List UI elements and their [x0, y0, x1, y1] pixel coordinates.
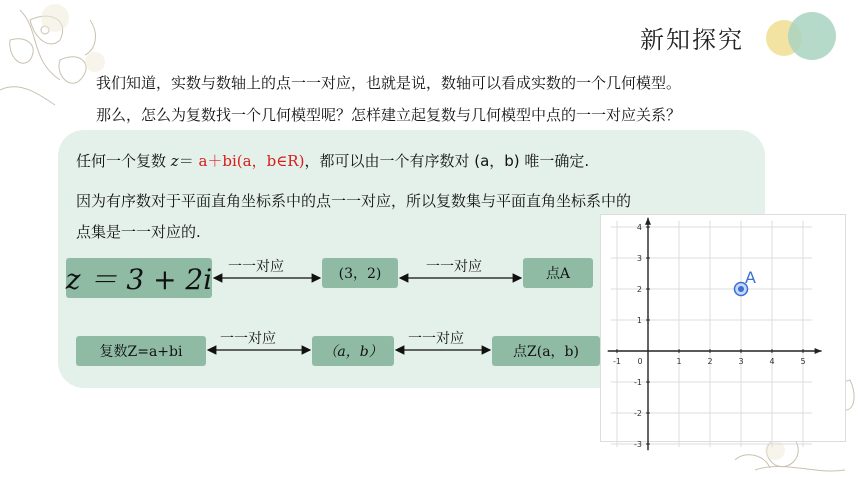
coordinate-plane-svg	[600, 214, 846, 449]
x-tick-label: 2	[707, 357, 713, 366]
y-tick-label: 4	[636, 223, 642, 232]
page-title: 新知探究	[640, 26, 744, 54]
x-tick-label: -1	[613, 357, 621, 366]
p1-z: z	[170, 152, 179, 170]
y-tick-label: -2	[634, 409, 642, 418]
point-box-2: 点Z(a，b)	[492, 336, 600, 366]
intro-line-1: 我们知道，实数与数轴上的点一一对应，也就是说，数轴可以看成实数的一个几何模型。	[96, 74, 682, 92]
point-box-1: 点A	[523, 258, 593, 288]
point-a	[738, 286, 744, 292]
y-tick-label: 2	[636, 285, 642, 294]
x-tick-label: 5	[800, 357, 806, 366]
complex-box: 复数Z=a+bi	[76, 336, 206, 366]
x-tick-label: 3	[738, 357, 744, 366]
pair-box-1: (3，2)	[322, 258, 398, 288]
y-tick-label: 3	[636, 254, 642, 263]
row2-arrow-label-2: 一一对应	[408, 331, 464, 347]
x-tick-label: 0	[637, 357, 643, 366]
x-tick-label: 4	[769, 357, 775, 366]
row1-arrow-label-2: 一一对应	[426, 259, 482, 275]
y-tick-label: -1	[634, 378, 642, 387]
p1-post: ，都可以由一个有序数对 (a，b) 唯一确定.	[304, 152, 590, 170]
panel-paragraph-2-line-1: 因为有序数对于平面直角坐标系中的点一一对应，所以复数集与平面直角坐标系中的	[76, 192, 632, 210]
x-tick-label: 1	[676, 357, 682, 366]
y-tick-label: -3	[634, 440, 642, 449]
y-tick-label: 1	[636, 316, 642, 325]
p1-eq: ＝	[178, 152, 199, 170]
row2-arrow-label-1: 一一对应	[220, 331, 276, 347]
panel-paragraph-2-line-2: 点集是一一对应的.	[76, 223, 201, 241]
y-axis-arrowhead	[645, 218, 651, 225]
row1-arrow-label-1: 一一对应	[228, 259, 284, 275]
pair-box-2: （a，b）	[312, 336, 394, 366]
p1-expression: a＋bi(a，b∈R)	[198, 152, 305, 170]
p1-pre: 任何一个复数	[76, 152, 171, 170]
formula-box: z ＝ 3 + 2i	[66, 258, 212, 298]
intro-line-2: 那么，怎么为复数找一个几何模型呢？怎样建立起复数与几何模型中点的一一对应关系？	[96, 106, 682, 124]
point-a-label: A	[745, 268, 756, 287]
x-axis-arrowhead	[815, 348, 822, 354]
